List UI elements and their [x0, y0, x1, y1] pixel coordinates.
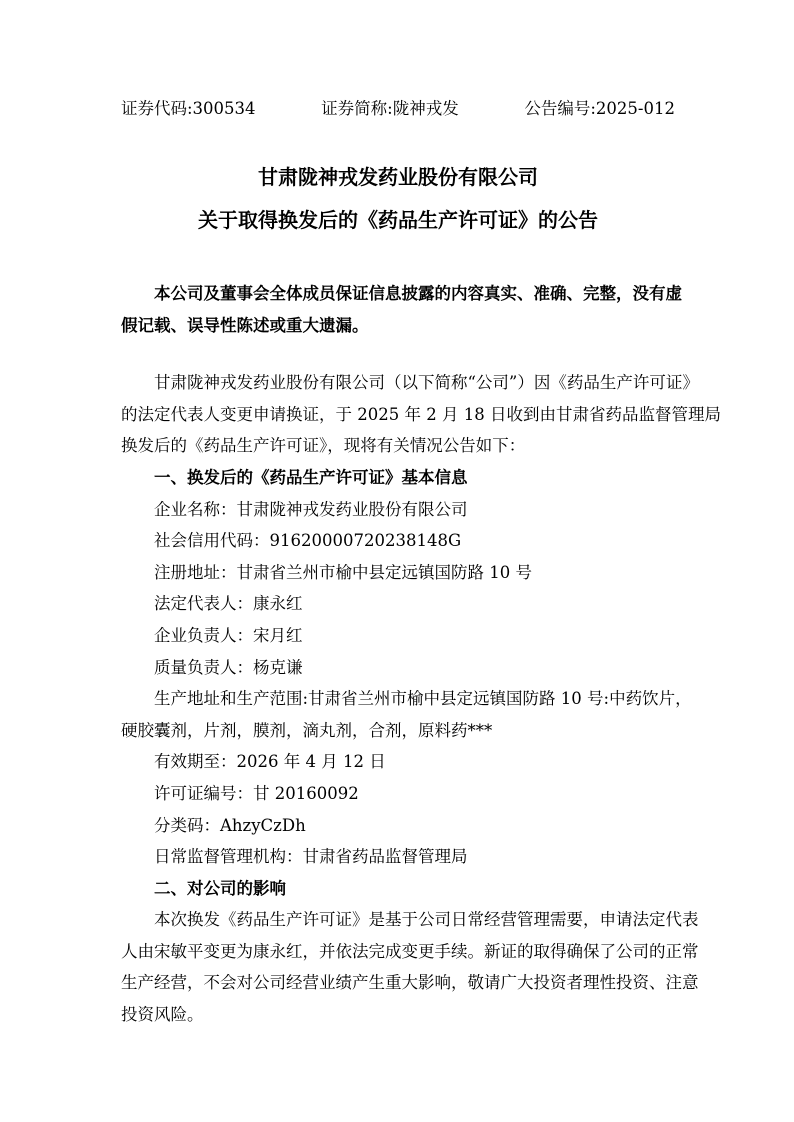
- license-info-item-valid-until: 有效期至：2026 年 4 月 12 日: [154, 752, 386, 772]
- stock-abbr: 证券简称:陇神戎发: [321, 99, 459, 118]
- impact-paragraph: [121, 904, 699, 1030]
- license-info-item-company-name: 企业名称：甘肃陇神戎发药业股份有限公司: [154, 499, 468, 519]
- section2-heading: 二、对公司的影响: [154, 878, 286, 898]
- production-scope-line: 硬胶囊剂，片剂，膜剂，滴丸剂，合剂，原料药***: [121, 720, 493, 740]
- declaration-line: 本公司及董事会全体成员保证信息披露的内容真实、准确、完整，没有虚: [154, 284, 682, 303]
- license-info-item-classification-code: 分类码：AhzyCzDh: [154, 815, 306, 835]
- license-info-item-license-number: 许可证编号：甘 20160092: [154, 783, 359, 803]
- license-info-item-supervisory-authority: 日常监督管理机构：甘肃省药品监督管理局: [154, 847, 468, 867]
- intro-paragraph: [121, 367, 721, 462]
- production-scope-line: 生产地址和生产范围:甘肃省兰州市榆中县定远镇国防路 10 号:中药饮片，: [154, 689, 692, 709]
- intro-line: 甘肃陇神戎发药业股份有限公司（以下简称“公司”）因《药品生产许可证》: [154, 373, 699, 393]
- impact-line: 投资风险。: [121, 1005, 204, 1025]
- license-info-list: [121, 494, 692, 873]
- license-info-item-credit-code: 社会信用代码：91620000720238148G: [154, 531, 462, 551]
- announcement-number: 公告编号:2025-012: [524, 99, 675, 118]
- license-info-item-quality-head: 质量负责人：杨克谦: [154, 657, 303, 677]
- impact-line: 生产经营，不会对公司经营业绩产生重大影响，敬请广大投资者理性投资、注意: [121, 973, 699, 993]
- declaration-line: 假记载、误导性陈述或重大遗漏。: [121, 315, 369, 335]
- impact-line: 人由宋敏平变更为康永红，并依法完成变更手续。新证的取得确保了公司的正常: [121, 941, 699, 961]
- section1-heading: 一、换发后的《药品生产许可证》基本信息: [154, 467, 468, 487]
- license-info-item-legal-representative: 法定代表人：康永红: [154, 594, 303, 614]
- impact-line: 本次换发《药品生产许可证》是基于公司日常经营管理需要，申请法定代表: [154, 910, 699, 930]
- declaration-paragraph: [121, 278, 682, 341]
- doc-title-subject: 关于取得换发后的《药品生产许可证》的公告: [198, 208, 598, 232]
- stock-code: 证券代码:300534: [121, 99, 256, 118]
- license-info-item-registered-address: 注册地址：甘肃省兰州市榆中县定远镇国防路 10 号: [154, 562, 532, 582]
- intro-line: 换发后的《药品生产许可证》，现将有关情况公告如下：: [121, 436, 526, 456]
- license-info-item-enterprise-head: 企业负责人：宋月红: [154, 625, 303, 645]
- intro-line: 的法定代表人变更申请换证，于 2025 年 2 月 18 日收到由甘肃省药品监督管理局: [121, 404, 721, 424]
- doc-title-company: 甘肃陇神戎发药业股份有限公司: [258, 165, 538, 189]
- doc-header: [121, 97, 675, 121]
